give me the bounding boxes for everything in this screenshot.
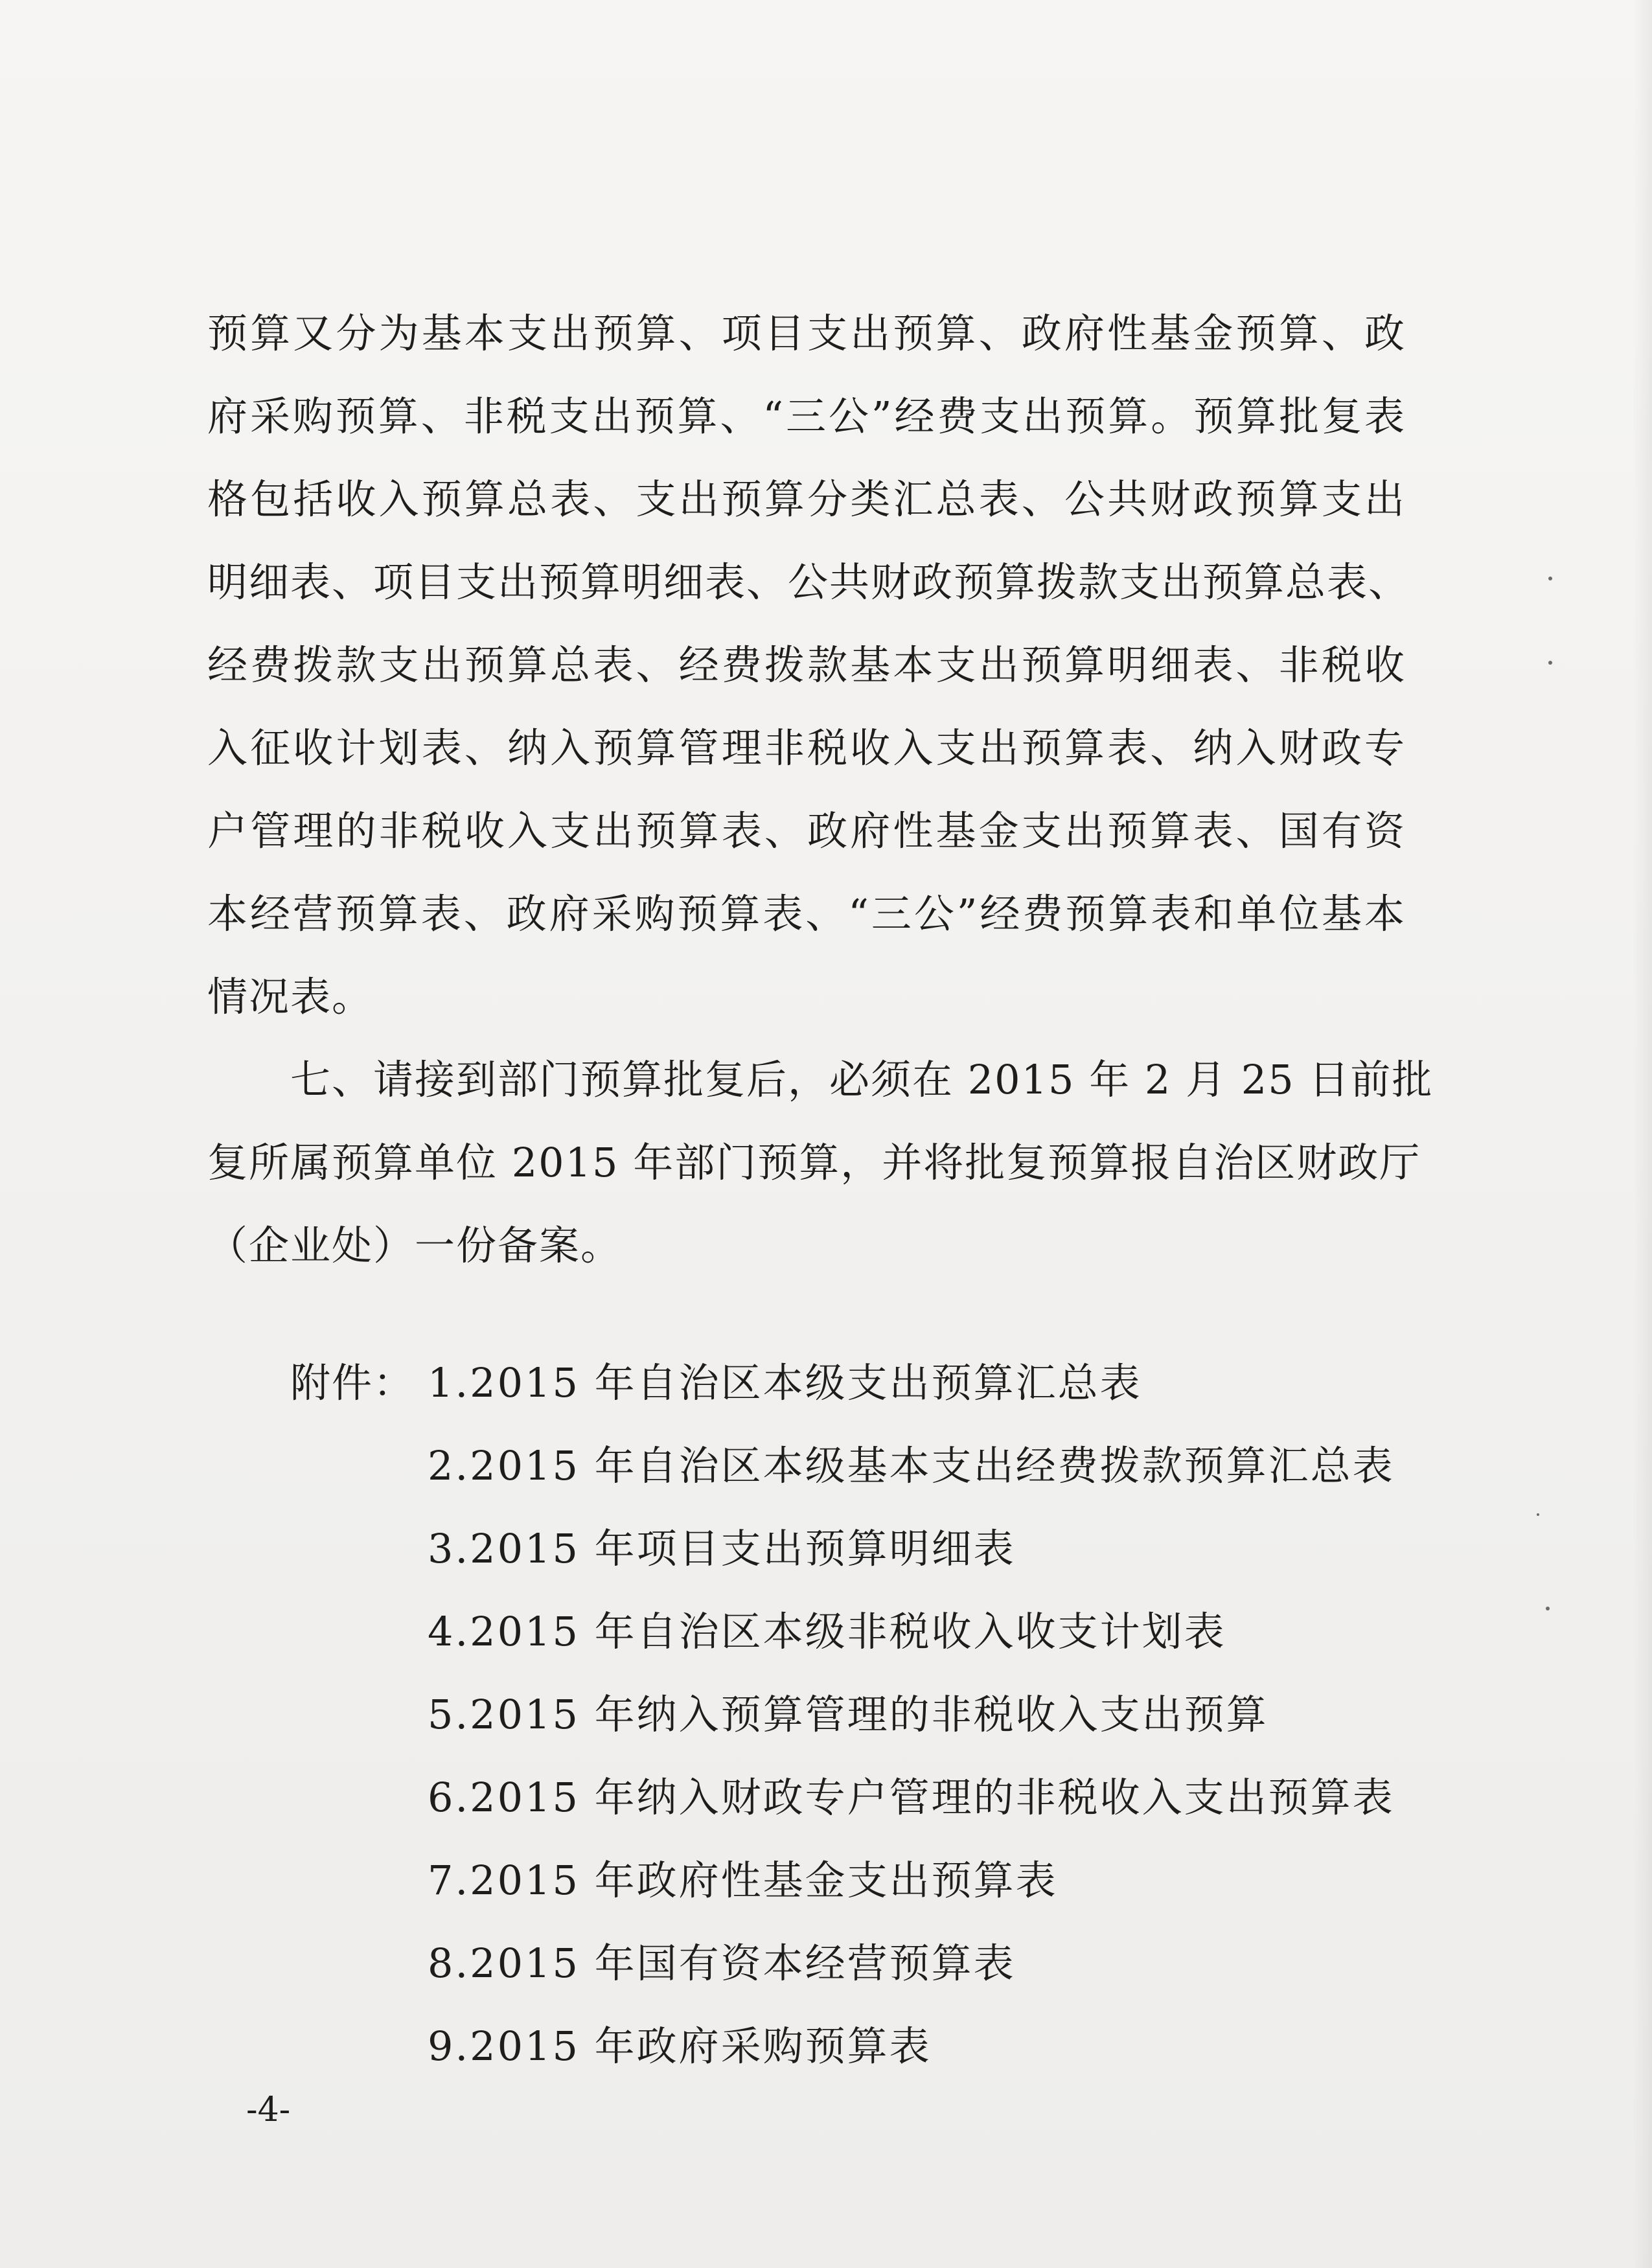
attachment-item-6: 6.2015 年纳入财政专户管理的非税收入支出预算表 (428, 1774, 1395, 1821)
page-number: -4- (246, 2090, 291, 2129)
scan-speck (1546, 1607, 1550, 1610)
body-line-3: 格包括收入预算总表、支出预算分类汇总表、公共财政预算支出 (207, 475, 1406, 523)
body-line-4: 明细表、项目支出预算明细表、公共财政预算拨款支出预算总表、 (207, 558, 1410, 606)
scan-speck (1548, 577, 1552, 580)
attachment-item-8: 8.2015 年国有资本经营预算表 (428, 1940, 1016, 1987)
scan-speck (1537, 1513, 1539, 1516)
attachment-item-4: 4.2015 年自治区本级非税收入收支计划表 (428, 1608, 1226, 1655)
section-seven-line-1: 七、请接到部门预算批复后，必须在 2015 年 2 月 25 日前批 (290, 1056, 1434, 1103)
body-line-9: 情况表。 (207, 973, 374, 1020)
section-seven-line-3: （企业处）一份备案。 (207, 1222, 623, 1269)
body-line-8: 本经营预算表、政府采购预算表、“三公”经费预算表和单位基本 (207, 890, 1406, 937)
attachments-label: 附件： (290, 1359, 415, 1406)
attachment-item-1: 1.2015 年自治区本级支出预算汇总表 (428, 1359, 1142, 1406)
body-line-7: 户管理的非税收入支出预算表、政府性基金支出预算表、国有资 (207, 807, 1406, 854)
attachment-item-7: 7.2015 年政府性基金支出预算表 (428, 1857, 1058, 1904)
scan-speck (1548, 661, 1552, 665)
attachment-item-9: 9.2015 年政府采购预算表 (428, 2022, 932, 2070)
section-seven-line-2: 复所属预算单位 2015 年部门预算，并将批复预算报自治区财政厅 (207, 1139, 1421, 1186)
attachment-item-2: 2.2015 年自治区本级基本支出经费拨款预算汇总表 (428, 1442, 1395, 1489)
body-line-5: 经费拨款支出预算总表、经费拨款基本支出预算明细表、非税收 (207, 641, 1406, 689)
body-line-1: 预算又分为基本支出预算、项目支出预算、政府性基金预算、政 (207, 310, 1406, 357)
body-line-6: 入征收计划表、纳入预算管理非税收入支出预算表、纳入财政专 (207, 724, 1406, 772)
attachment-item-3: 3.2015 年项目支出预算明细表 (428, 1525, 1016, 1572)
attachment-item-5: 5.2015 年纳入预算管理的非税收入支出预算 (428, 1691, 1268, 1738)
body-line-2: 府采购预算、非税支出预算、“三公”经费支出预算。预算批复表 (207, 393, 1406, 440)
